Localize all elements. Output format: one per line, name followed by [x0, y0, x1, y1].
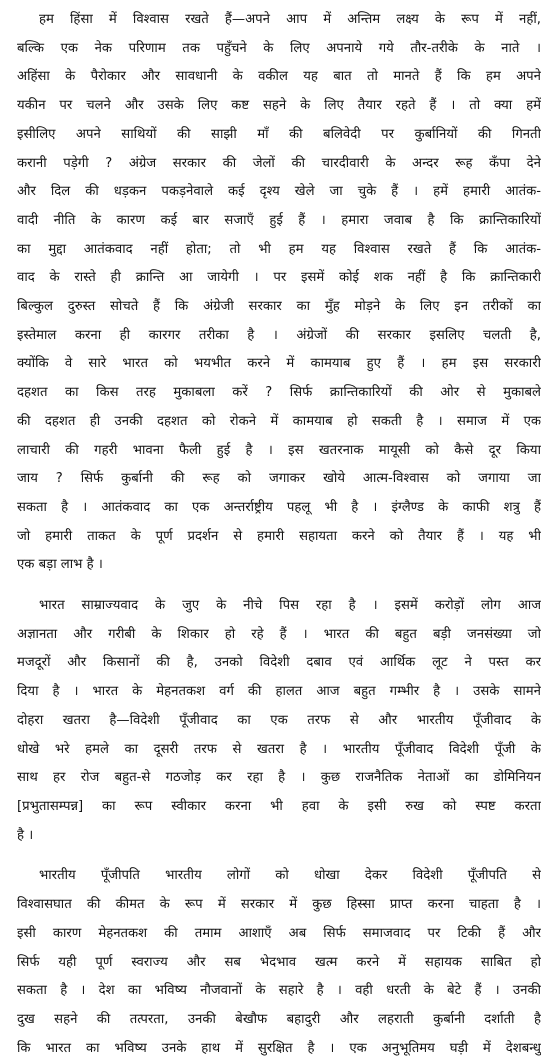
text-line: की दहशत ही उनकी दहशत को रोकने में कामयाब हो सकती है । समाज में एक — [17, 413, 541, 429]
text-line: साथ हर रोज बहुत-से गठजोड़ कर रहा है । कुछ राजनैतिक नेताओं का डोमिनियन — [17, 770, 541, 786]
text-line: मजदूरों और किसानों की है, उनको विदेशी दबाव एवं आर्थिक लूट ने पस्त कर — [17, 655, 541, 671]
paragraph-2 — [17, 592, 541, 850]
paragraph-gap — [17, 850, 541, 862]
text-line: एक बड़ा लाभ है । — [17, 557, 103, 573]
text-line: अज्ञानता और गरीबी के शिकार हो रहे हैं । भारत की बहुत बड़ी जनसंख्या जो — [17, 626, 541, 642]
text-line: भारत साम्राज्यवाद के जुए के नीचे पिस रहा है । इसमें करोड़ों लोग आज — [39, 598, 541, 614]
text-line: वाद के रास्ते ही क्रान्ति आ जायेगी । पर इसमें कोई शक नहीं है कि क्रान्तिकारी — [17, 270, 541, 286]
paragraph-gap — [17, 580, 541, 592]
text-line: दुख सहने की तत्परता, उनकी बेखौफ बहादुरी और लहराती कुर्बानी दर्शाती है — [17, 1011, 541, 1027]
text-line: बिल्कुल दुरुस्त सोचते हैं कि अंग्रेजी सरकार का मुँह मोड़ने के लिए इन तरीकों का — [17, 299, 541, 315]
text-line: सकता है । देश का भविष्य नौजवानों के सहारे है । वही धरती के बेटे हैं । उनकी — [17, 983, 541, 999]
text-line: और दिल की धड़कन पकड़नेवाले कई दृश्य खेले जा चुके हैं । हमें हमारी आतंक- — [17, 184, 541, 200]
text-line: धोखे भरे हमले का दूसरी तरफ से खतरा है । भारतीय पूँजीवाद विदेशी पूँजी के — [17, 741, 541, 757]
text-line: अहिंसा के पैरोकार और सावधानी के वकील यह बात तो मानते हैं कि हम अपने — [17, 69, 541, 85]
text-line: बल्कि एक नेक परिणाम तक पहुँचने के लिए अपनाये गये तौर-तरीके के नाते । — [17, 40, 541, 56]
text-line: करानी पड़ेगी ? अंग्रेज सरकार की जेलों की चारदीवारी के अन्दर रूह कँपा देने — [17, 155, 541, 171]
text-line: जो हमारी ताकत के पूर्ण प्रदर्शन से हमारी सहायता करने को तैयार हैं । यह भी — [17, 528, 541, 544]
text-line: यकीन पर चलने और उसके लिए कष्ट सहने के लिए तैयार रहते हैं । तो क्या हमें — [17, 98, 541, 114]
text-line: इस्तेमाल करना ही कारगर तरीका है । अंग्रेजों की सरकार इसलिए चलती है, — [17, 327, 541, 343]
text-line: दहशत का किस तरह मुकाबला करें ? सिर्फ क्रान्तिकारियों की ओर से मुकाबले — [17, 385, 541, 401]
text-line: भारतीय पूँजीपति भारतीय लोगों को धोखा देकर विदेशी पूँजीपति से — [39, 868, 541, 884]
text-line: है । — [17, 827, 34, 843]
paragraph-3 — [17, 862, 541, 1063]
text-line: सकता है । आतंकवाद का एक अन्तर्राष्ट्रीय पहलू भी है । इंग्लैण्ड के काफी शत्रु हैं — [17, 499, 541, 515]
text-line: जाय ? सिर्फ कुर्बानी की रूह को जगाकर खोये आत्म-विश्वास को जगाया जा — [17, 471, 541, 487]
text-line: इसीलिए अपने साथियों की साझी माँ की बलिवेदी पर कुर्बानियों की गिनती — [17, 126, 541, 142]
text-line: विश्वासघात की कीमत के रूप में सरकार में कुछ हिस्सा प्राप्त करना चाहता है । — [17, 897, 541, 913]
text-line: लाचारी की गहरी भावना फैली हुई है । इस खतरनाक मायूसी को कैसे दूर किया — [17, 442, 541, 458]
text-line: [प्रभुतासम्पन्न] का रूप स्वीकार करना भी हवा के इसी रुख को स्पष्ट करता — [17, 798, 541, 814]
text-line: क्योंकि वे सारे भारत को भयभीत करने में कामयाब हुए हैं । हम इस सरकारी — [17, 356, 541, 372]
paragraph-1 — [17, 6, 541, 580]
text-line: वादी नीति के कारण कई बार सजाएँ हुई हैं । हमारा जवाब है कि क्रान्तिकारियों — [17, 212, 541, 228]
text-line: हम हिंसा में विश्वास रखते हैं—अपने आप में अन्तिम लक्ष्य के रूप में नहीं, — [39, 12, 541, 27]
text-line: दोहरा खतरा है—विदेशी पूँजीवाद का एक तरफ से और भारतीय पूँजीवाद के — [17, 712, 541, 728]
text-line: कि भारत का भविष्य उनके हाथ में सुरक्षित है । एक अनुभूतिमय घड़ी में देशबन्धु — [17, 1040, 541, 1056]
text-line: का मुद्दा आतंकवाद नहीं होता; तो भी हम यह विश्वास रखते हैं कि आतंक- — [17, 241, 541, 257]
text-line: सिर्फ यही पूर्ण स्वराज्य और सब भेदभाव खत्म करने में सहायक साबित हो — [17, 954, 541, 970]
text-line: दिया है । भारत के मेहनतकश वर्ग की हालत आज बहुत गम्भीर है । उसके सामने — [17, 684, 541, 700]
text-line: इसी कारण मेहनतकश की तमाम आशाएँ अब सिर्फ समाजवाद पर टिकी हैं और — [17, 925, 541, 941]
